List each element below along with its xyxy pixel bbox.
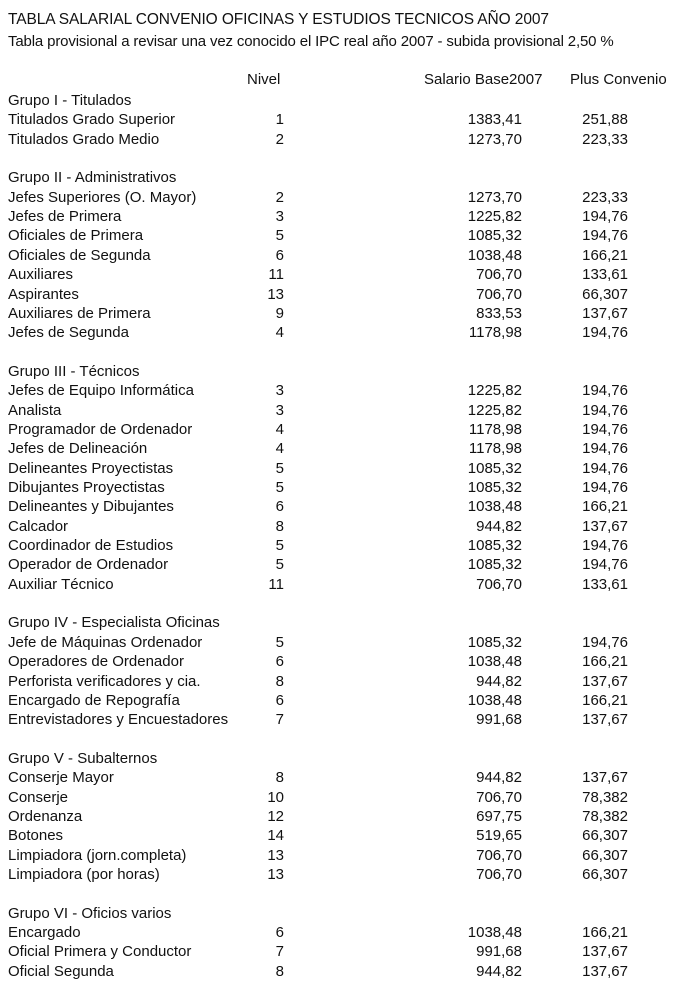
- nivel-value: 6: [275, 691, 284, 709]
- category-name: Jefes de Primera: [8, 208, 122, 226]
- nivel-value: 4: [275, 440, 284, 458]
- table-row: [0, 942, 688, 961]
- plus-convenio-value: 66,307: [582, 827, 628, 845]
- nivel-value: 6: [275, 498, 284, 516]
- table-row: [0, 710, 688, 729]
- category-name: Botones: [8, 827, 64, 845]
- plus-convenio-value: 137,67: [582, 711, 628, 729]
- salario-base-value: 1178,98: [468, 440, 522, 458]
- nivel-value: 2: [275, 130, 284, 148]
- table-row: [0, 555, 688, 574]
- plus-convenio-value: 78,382: [582, 807, 628, 825]
- nivel-value: 3: [275, 208, 284, 226]
- salario-base-value: 1085,32: [467, 227, 522, 245]
- category-name: Oficial Primera y Conductor: [8, 943, 192, 961]
- table-row: [0, 865, 688, 884]
- table-row: [0, 207, 688, 226]
- nivel-value: 6: [275, 653, 284, 671]
- salario-base-value: 1225,82: [467, 382, 522, 400]
- table-row: [0, 497, 688, 516]
- salario-base-value: 706,70: [476, 866, 522, 883]
- nivel-value: 5: [275, 227, 284, 245]
- group-header: [0, 91, 688, 110]
- category-name: Jefes de Delineación: [8, 440, 148, 458]
- category-name: Analista: [8, 401, 62, 419]
- table-row: [0, 633, 688, 652]
- nivel-value: 8: [275, 769, 284, 787]
- table-row: [0, 459, 688, 478]
- salario-base-value: 1085,32: [467, 459, 522, 477]
- category-name: Auxiliares de Primera: [8, 304, 151, 322]
- nivel-value: 1: [275, 111, 284, 129]
- category-name: Perforista verificadores y cia.: [8, 672, 201, 690]
- category-name: Oficiales de Primera: [8, 227, 144, 245]
- table-row: [0, 401, 688, 420]
- plus-convenio-value: 194,76: [582, 556, 628, 574]
- plus-convenio-value: 194,76: [582, 382, 628, 400]
- salario-base-value: 706,70: [476, 788, 522, 806]
- nivel-value: 13: [267, 846, 284, 864]
- plus-convenio-value: 166,21: [582, 924, 628, 942]
- category-name: Limpiadora (por horas): [8, 866, 160, 883]
- table-row: [0, 846, 688, 865]
- category-name: Dibujantes Proyectistas: [8, 479, 165, 496]
- salario-base-value: 833,53: [476, 304, 522, 322]
- category-name: Calcador: [8, 517, 69, 535]
- category-name: Jefes de Segunda: [8, 324, 129, 342]
- nivel-value: 11: [268, 266, 284, 284]
- category-name: Programador de Ordenador: [8, 420, 193, 438]
- header-plus-convenio: Plus Convenio: [570, 71, 667, 88]
- salario-base-value: 1085,32: [467, 556, 522, 574]
- table-row: [0, 826, 688, 845]
- nivel-value: 2: [275, 188, 284, 206]
- group-label: Grupo I - Titulados: [8, 92, 132, 109]
- salario-base-value: 1085,32: [467, 537, 522, 555]
- salario-base-value: 944,82: [476, 769, 522, 787]
- table-row: [0, 575, 688, 594]
- plus-convenio-value: 194,76: [582, 208, 628, 226]
- nivel-value: 3: [275, 382, 284, 400]
- table-row: [0, 962, 688, 981]
- group-header: [0, 362, 688, 381]
- plus-convenio-value: 223,33: [582, 130, 628, 148]
- table-row: [0, 788, 688, 807]
- nivel-value: 5: [275, 556, 284, 574]
- nivel-value: 6: [275, 924, 284, 942]
- plus-convenio-value: 194,76: [582, 459, 628, 477]
- plus-convenio-value: 137,67: [582, 672, 628, 690]
- plus-convenio-value: 78,382: [582, 788, 628, 806]
- nivel-value: 14: [267, 827, 284, 845]
- nivel-value: 4: [275, 324, 284, 342]
- nivel-value: 4: [275, 420, 284, 438]
- salario-base-value: 706,70: [476, 285, 522, 303]
- group-label: Grupo II - Administrativos: [8, 169, 177, 187]
- plus-convenio-value: 251,88: [582, 111, 628, 129]
- table-row: [0, 652, 688, 671]
- plus-convenio-value: 137,67: [582, 304, 628, 322]
- category-name: Oficiales de Segunda: [8, 246, 151, 264]
- group-header: [0, 613, 688, 632]
- salario-base-value: 1178,98: [468, 420, 522, 438]
- group-label: Grupo V - Subalternos: [8, 749, 158, 767]
- plus-convenio-value: 137,67: [582, 517, 628, 535]
- plus-convenio-value: 66,307: [582, 866, 628, 883]
- table-row: [0, 420, 688, 439]
- nivel-value: 13: [267, 285, 284, 303]
- salario-base-value: 1038,48: [467, 246, 522, 264]
- category-name: Jefes de Equipo Informática: [8, 382, 194, 400]
- salario-base-value: 1225,82: [467, 401, 522, 419]
- header-nivel: Nivel: [247, 71, 281, 88]
- category-name: Delineantes Proyectistas: [8, 459, 174, 477]
- table-row: [0, 381, 688, 400]
- group-label: Grupo VI - Oficios varios: [8, 904, 172, 922]
- category-name: Encargado: [8, 924, 81, 942]
- category-name: Conserje: [8, 788, 69, 806]
- category-name: Entrevistadores y Encuestadores: [8, 711, 229, 729]
- table-row: [0, 323, 688, 342]
- plus-convenio-value: 194,76: [582, 324, 628, 342]
- plus-convenio-value: 194,76: [582, 401, 628, 419]
- salario-base-value: 944,82: [476, 962, 522, 980]
- category-name: Coordinador de Estudios: [8, 537, 174, 555]
- salario-base-value: 706,70: [476, 266, 522, 284]
- category-name: Titulados Grado Medio: [8, 130, 160, 148]
- table-row: [0, 807, 688, 826]
- salario-base-value: 697,75: [476, 807, 522, 825]
- table-row: [0, 691, 688, 710]
- plus-convenio-value: 166,21: [582, 246, 628, 264]
- table-row: [0, 923, 688, 942]
- plus-convenio-value: 137,67: [582, 943, 628, 961]
- table-row: [0, 265, 688, 284]
- nivel-value: 5: [275, 479, 284, 496]
- nivel-value: 11: [268, 575, 284, 593]
- plus-convenio-value: 194,76: [582, 440, 628, 458]
- salario-base-value: 1085,32: [467, 479, 522, 496]
- group-label: Grupo III - Técnicos: [8, 362, 140, 380]
- salario-base-value: 1038,48: [467, 498, 522, 516]
- nivel-value: 8: [275, 517, 284, 535]
- nivel-value: 5: [275, 459, 284, 477]
- category-name: Jefes Superiores (O. Mayor): [8, 188, 197, 206]
- salario-base-value: 1038,48: [467, 691, 522, 709]
- plus-convenio-value: 194,76: [582, 479, 628, 496]
- salario-base-value: 1038,48: [467, 924, 522, 942]
- plus-convenio-value: 194,76: [582, 420, 628, 438]
- category-name: Auxiliar Técnico: [8, 575, 114, 593]
- category-name: Operador de Ordenador: [8, 556, 169, 574]
- nivel-value: 3: [275, 401, 284, 419]
- nivel-value: 5: [275, 633, 284, 651]
- salario-base-value: 519,65: [476, 827, 522, 845]
- salario-base-value: 1038,48: [467, 653, 522, 671]
- category-name: Auxiliares: [8, 266, 74, 284]
- nivel-value: 12: [267, 807, 284, 825]
- category-name: Aspirantes: [8, 285, 79, 303]
- nivel-value: 10: [267, 788, 284, 806]
- category-name: Titulados Grado Superior: [8, 111, 176, 129]
- group-header: [0, 749, 688, 768]
- salario-base-value: 706,70: [476, 846, 522, 864]
- plus-convenio-value: 133,61: [582, 266, 628, 284]
- salario-base-value: 1225,82: [467, 208, 522, 226]
- table-row: [0, 130, 688, 149]
- table-row: [0, 768, 688, 787]
- table-row: [0, 672, 688, 691]
- category-name: Oficial Segunda: [8, 962, 114, 980]
- category-name: Ordenanza: [8, 807, 83, 825]
- salario-base-value: 706,70: [476, 575, 522, 593]
- nivel-value: 8: [275, 962, 284, 980]
- table-row: [0, 226, 688, 245]
- table-header: [0, 70, 688, 89]
- group-label: Grupo IV - Especialista Oficinas: [8, 614, 220, 632]
- table-row: [0, 439, 688, 458]
- salario-base-value: 991,68: [476, 711, 522, 729]
- category-name: Encargado de Repografía: [8, 691, 180, 709]
- table-row: [0, 304, 688, 323]
- group-header: [0, 168, 688, 187]
- plus-convenio-value: 133,61: [582, 575, 628, 593]
- header-salario-base: Salario Base2007: [424, 71, 543, 88]
- salario-base-value: 1085,32: [467, 633, 522, 651]
- document-title: TABLA SALARIAL CONVENIO OFICINAS Y ESTUDIOS TECNICOS AÑO 2007: [8, 11, 549, 28]
- category-name: Jefe de Máquinas Ordenador: [8, 633, 203, 651]
- table-row: [0, 536, 688, 555]
- plus-convenio-value: 194,76: [582, 227, 628, 245]
- plus-convenio-value: 137,67: [582, 769, 628, 787]
- table-row: [0, 110, 688, 129]
- category-name: Delineantes y Dibujantes: [8, 498, 174, 516]
- plus-convenio-value: 223,33: [582, 188, 628, 206]
- nivel-value: 13: [267, 866, 284, 883]
- document-subtitle: Tabla provisional a revisar una vez conocido el IPC real año 2007 - subida provisional 2,50 %: [8, 33, 614, 50]
- plus-convenio-value: 66,307: [582, 285, 628, 303]
- plus-convenio-value: 194,76: [582, 537, 628, 555]
- nivel-value: 9: [275, 304, 284, 322]
- plus-convenio-value: 194,76: [582, 633, 628, 651]
- table-row: [0, 246, 688, 265]
- table-row: [0, 188, 688, 207]
- nivel-value: 7: [275, 943, 284, 961]
- category-name: Limpiadora (jorn.completa): [8, 846, 187, 864]
- nivel-value: 6: [275, 246, 284, 264]
- plus-convenio-value: 66,307: [582, 846, 628, 864]
- salario-base-value: 1383,41: [467, 111, 522, 129]
- group-header: [0, 904, 688, 923]
- plus-convenio-value: 166,21: [582, 498, 628, 516]
- salario-base-value: 944,82: [476, 517, 522, 535]
- salario-base-value: 944,82: [476, 672, 522, 690]
- nivel-value: 7: [275, 711, 284, 729]
- salario-base-value: 1178,98: [468, 324, 522, 342]
- table-row: [0, 285, 688, 304]
- category-name: Operadores de Ordenador: [8, 653, 184, 671]
- table-row: [0, 478, 688, 497]
- salario-base-value: 991,68: [476, 943, 522, 961]
- nivel-value: 8: [275, 672, 284, 690]
- plus-convenio-value: 137,67: [582, 962, 628, 980]
- salario-base-value: 1273,70: [467, 130, 522, 148]
- nivel-value: 5: [275, 537, 284, 555]
- salario-base-value: 1273,70: [467, 188, 522, 206]
- table-row: [0, 517, 688, 536]
- plus-convenio-value: 166,21: [582, 691, 628, 709]
- category-name: Conserje Mayor: [8, 769, 114, 787]
- plus-convenio-value: 166,21: [582, 653, 628, 671]
